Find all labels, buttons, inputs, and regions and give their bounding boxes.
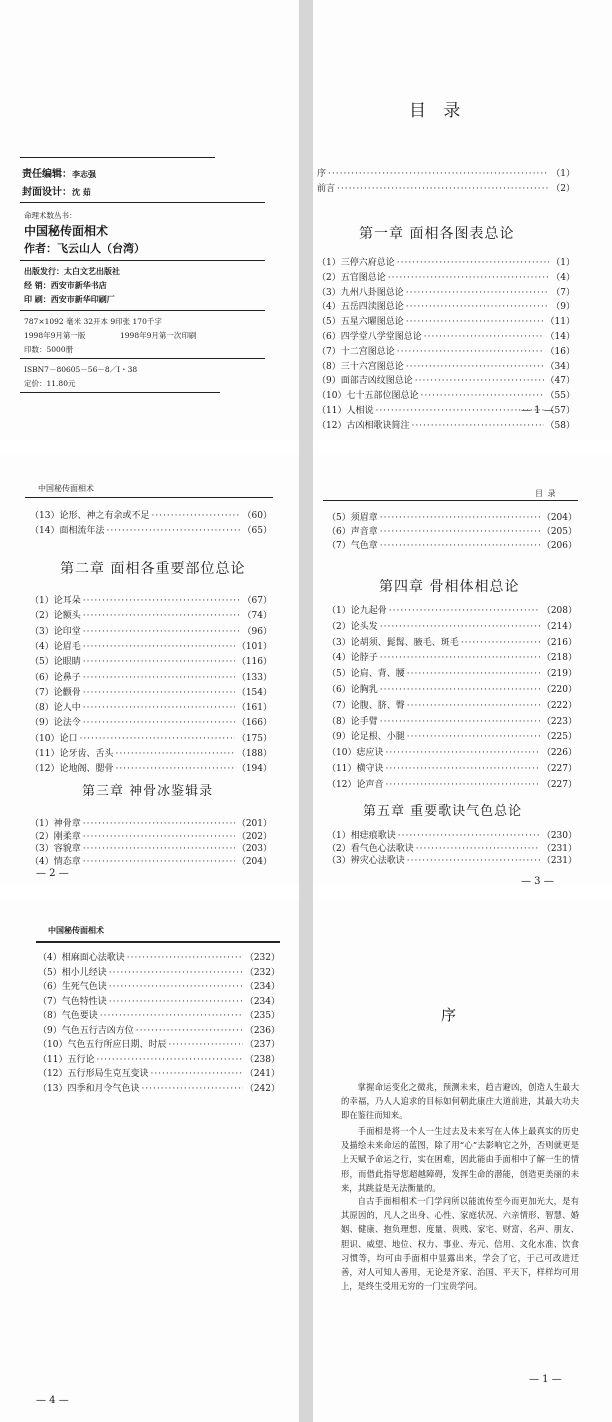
toc-entry-title: （8）三十六宫图总论	[317, 361, 404, 372]
toc-entry[interactable]	[38, 1025, 280, 1037]
page-number: — 1 —	[521, 405, 554, 416]
toc-entry[interactable]: （14）面相流年法 ····· （65）	[30, 525, 272, 537]
leader-dots	[461, 637, 540, 649]
author-name: 飞云山人（台湾）	[57, 242, 145, 255]
rule	[20, 260, 265, 261]
leader-dots	[411, 420, 543, 432]
toc-page-3	[313, 455, 612, 885]
publisher-label: 出版发行：	[24, 266, 64, 276]
toc-entry[interactable]	[30, 672, 272, 684]
distributor-label: 经 销：	[24, 280, 51, 290]
toc-entry-page: （96）	[242, 626, 272, 637]
leader-dots	[115, 763, 234, 775]
toc-entry[interactable]	[38, 967, 280, 979]
toc-entry-title: （4）相麻面心法歌诀	[38, 953, 125, 963]
toc-entry-title: （7）气色章	[327, 541, 378, 551]
leader-dots	[407, 668, 540, 680]
toc-entry[interactable]	[317, 346, 575, 358]
toc-entry[interactable]	[327, 540, 577, 552]
toc-entry[interactable]: （13）论形、神之有余或不足 ····· （60）	[30, 510, 272, 522]
chapter-title: 第三章 神骨冰鉴辑录	[82, 784, 214, 799]
toc-entry[interactable]	[327, 747, 577, 759]
leader-dots	[83, 610, 241, 622]
distributor-name: 西安市新华书店	[50, 280, 107, 290]
toc-entry[interactable]	[30, 733, 272, 745]
toc-entry[interactable]	[30, 763, 272, 775]
toc-entry[interactable]	[30, 626, 272, 638]
toc-entry-page: （166）	[236, 718, 272, 729]
leader-dots	[115, 748, 234, 760]
leader-dots	[385, 763, 539, 775]
toc-entry[interactable]	[327, 855, 577, 867]
leader-dots	[79, 733, 234, 745]
toc-entry-page: （47）	[545, 376, 575, 387]
toc-entry[interactable]	[327, 684, 577, 696]
toc-entry-page: （14）	[545, 332, 575, 342]
toc-page-4	[0, 900, 299, 1422]
publisher-name: 太白文艺出版社	[64, 266, 120, 276]
toc-entry-title: （4）论眉毛	[30, 641, 81, 652]
leader-dots	[398, 830, 540, 842]
toc-entry[interactable]	[38, 1068, 280, 1080]
toc-entry-title: （4）论脖子	[327, 653, 378, 664]
toc-entry[interactable]	[327, 843, 577, 855]
page-number: — 2 —	[36, 868, 69, 879]
toc-entry[interactable]	[30, 748, 272, 760]
toc-entry[interactable]	[317, 390, 575, 402]
toc-entry-page: （16）	[545, 346, 575, 357]
toc-entry[interactable]	[30, 641, 272, 653]
toc-entry-title: （10）七十五部位图总论	[317, 391, 419, 402]
toc-entry-title: （5）相小儿经诀	[38, 967, 107, 978]
toc-entry[interactable]	[327, 763, 577, 775]
leader-dots	[83, 818, 235, 830]
leader-dots	[420, 390, 543, 402]
toc-entry-title: （6）生死气色诀	[38, 982, 107, 992]
toc-entry[interactable]	[327, 652, 577, 664]
toc-entry-page: （226）	[541, 748, 577, 759]
isbn: ISBN7－80605－56－8／I・38	[24, 365, 138, 374]
spec-line: 787×1092 毫米 32开本 9印张 170千字	[24, 317, 162, 326]
toc-entry[interactable]	[317, 316, 575, 328]
leader-dots	[83, 702, 235, 714]
toc-entry-title: （12）论地阁、腮骨	[30, 764, 114, 775]
toc-entry-title: （2）五官图总论	[317, 272, 386, 283]
toc-entry-title: （1）论耳朵	[30, 596, 81, 606]
leader-dots	[406, 287, 550, 299]
toc-entry[interactable]	[38, 1039, 280, 1051]
leader-dots	[397, 346, 544, 358]
running-header: 中国秘传面相术	[48, 925, 104, 935]
leader-dots	[109, 981, 243, 993]
toc-entry[interactable]	[327, 779, 577, 791]
leader-dots	[380, 652, 540, 664]
toc-entry-page: （236）	[244, 1025, 280, 1036]
preface-paragraph: 手面相是将一个人一生过去及未来写在人体上最真实的历史及描绘未来命运的蓝图，除了用“心”去影响它之外，否则就更是上天赋予命运之行，实在困难，因此能由手面相中了解一生的情形，而借此指导您超越障碍，发挥生命的潜能，创造更美丽的未来，其跳益是无法衡量的。	[341, 1126, 579, 1193]
leader-dots	[380, 716, 540, 728]
cover-name: 沈 茹	[72, 187, 91, 197]
leader-dots	[424, 331, 544, 343]
leader-dots	[83, 641, 235, 653]
page-number: — 3 —	[521, 876, 554, 885]
toc-entry[interactable]	[317, 257, 575, 269]
cover-line	[22, 183, 91, 198]
toc-entry-page: （34）	[545, 361, 575, 372]
toc-entry[interactable]	[38, 952, 280, 964]
toc-entry-title: （4）情态章	[30, 856, 81, 867]
leader-dots	[407, 855, 540, 867]
leader-dots	[415, 375, 544, 387]
toc-entry-title: （6）声音章	[327, 527, 378, 537]
toc-entry[interactable]	[38, 996, 280, 1008]
toc-entry[interactable]	[30, 856, 272, 868]
leader-dots	[388, 272, 550, 284]
toc-entry-page: （220）	[541, 685, 577, 695]
preface-title: 序	[441, 1006, 457, 1024]
toc-entry-page: （204）	[236, 856, 272, 867]
toc-entry[interactable]	[38, 1083, 280, 1095]
leader-dots	[109, 996, 243, 1008]
chapter-title: 第四章 骨相体相总论	[379, 579, 520, 595]
printing-line: 1998年9月第一次印刷	[120, 331, 197, 340]
leader-dots	[406, 301, 550, 313]
toc-entry[interactable]	[327, 621, 577, 633]
toc-entry-page: （202）	[236, 831, 272, 842]
toc-entry[interactable]	[30, 702, 272, 714]
toc-entry-title: （5）论肩、背、腰	[327, 669, 405, 680]
toc-entry-page: （194）	[236, 764, 272, 775]
toc-entry-title: （3）容貌章	[30, 844, 81, 854]
toc-entry-page: （57）	[545, 406, 575, 416]
toc-entry-page: （74）	[242, 611, 272, 622]
leader-dots	[83, 856, 235, 868]
toc-entry[interactable]	[317, 272, 575, 284]
toc-entry-page: （208）	[541, 606, 577, 616]
toc-entry-title: （8）气色要诀	[38, 1011, 98, 1021]
printer-name: 西安市新华印刷厂	[50, 294, 115, 304]
toc-entry-page: （133）	[236, 672, 272, 683]
leader-dots	[83, 656, 235, 668]
toc-page-1	[313, 0, 612, 440]
page-number: — 1 —	[529, 1374, 562, 1385]
leader-dots	[127, 952, 243, 964]
running-header: 中国秘传面相术	[38, 484, 94, 493]
toc-entry-title: （7）气色特性诀	[38, 996, 107, 1007]
toc-entry[interactable]	[317, 375, 575, 387]
toc-entry-title: （2）论头发	[327, 621, 378, 632]
chapter-title: 第一章 面相各图表总论	[359, 226, 515, 242]
toc-entry[interactable]	[38, 981, 280, 993]
leader-dots	[397, 257, 550, 269]
toc-entry-title: （1）三停六府总论	[317, 258, 395, 268]
toc-entry-page: （225）	[541, 732, 577, 743]
toc-entry-title: （6）论鼻子	[30, 672, 81, 683]
toc-entry-page: （58）	[545, 420, 575, 431]
toc-entry[interactable]	[30, 843, 272, 855]
toc-heading: 目 录	[409, 101, 467, 121]
leader-dots	[385, 779, 539, 791]
toc-entry-page: （204）	[541, 513, 577, 523]
cover-label: 封面设计：	[22, 187, 72, 198]
toc-entry-page: （101）	[236, 641, 272, 652]
toc-entry-title: （6）四学堂八学堂图总论	[317, 332, 422, 342]
book-title: 中国秘传面相术	[24, 224, 109, 238]
toc-entry-page: （232）	[244, 967, 280, 978]
publisher-line	[24, 266, 120, 277]
leader-dots	[416, 843, 540, 855]
rule	[20, 202, 265, 203]
header-rule	[323, 500, 578, 501]
leader-dots	[109, 967, 243, 979]
leader-dots	[83, 626, 241, 638]
toc-page-2	[0, 455, 299, 885]
toc-entry[interactable]	[317, 301, 575, 313]
toc-entry-title: （8）论人中	[30, 703, 81, 714]
toc-entry[interactable]	[327, 512, 577, 524]
toc-entry-title: （4）五岳四渎图总论	[317, 302, 404, 313]
toc-entry-page: （55）	[545, 391, 575, 402]
toc-entry-title: （7）十二宫图总论	[317, 346, 395, 357]
leader-dots	[83, 672, 235, 684]
toc-entry-title: （7）论腹、脐、臀	[327, 700, 405, 711]
leader-dots	[406, 316, 544, 328]
toc-entry-page: （175）	[236, 733, 272, 744]
toc-entry-title: （13）四季和月令气色诀	[38, 1083, 140, 1094]
page-gutter	[299, 0, 313, 1422]
leader-dots	[150, 1068, 242, 1080]
toc-entry-title: （2）论额头	[30, 611, 81, 622]
toc-entry[interactable]	[327, 700, 577, 712]
distributor-line	[24, 280, 107, 291]
toc-entry-title: （11）人相说	[317, 406, 374, 416]
toc-entry-title: （2）看气色心法歌诀	[327, 843, 414, 854]
leader-dots	[141, 1083, 242, 1095]
toc-entry[interactable]	[30, 717, 272, 729]
toc-entry-title: （9）气色五行吉凶方位	[38, 1025, 134, 1036]
toc-entry[interactable]	[327, 526, 577, 538]
toc-entry-page: （161）	[236, 703, 272, 714]
toc-entry-page: （237）	[244, 1040, 280, 1050]
leader-dots	[407, 700, 540, 712]
toc-entry[interactable]	[327, 830, 577, 842]
toc-entry-page: （234）	[244, 982, 280, 992]
toc-entry[interactable]	[30, 610, 272, 622]
leader-dots	[100, 1010, 243, 1022]
toc-entry-title: （10）论口	[30, 733, 78, 744]
toc-entry-title: （9）论法令	[30, 718, 81, 729]
toc-entry-title: （12）古凶相歌诀简注	[317, 420, 410, 431]
toc-entry-page: （231）	[541, 843, 577, 854]
toc-entry-title: （7）论颧骨	[30, 687, 81, 698]
leader-dots	[83, 717, 235, 729]
toc-entry[interactable]	[317, 287, 575, 299]
printer-line	[24, 294, 115, 305]
toc-entry-page: （203）	[236, 844, 272, 854]
toc-entry-title: （5）须眉章	[327, 513, 378, 523]
toc-entry-title: （3）论印堂	[30, 626, 81, 637]
toc-entry[interactable]	[317, 361, 575, 373]
page-number: — 4 —	[36, 1395, 69, 1406]
running-header: 目 录	[535, 489, 557, 498]
rule	[20, 358, 265, 359]
toc-entry[interactable]	[38, 1054, 280, 1066]
toc-entry-page: （216）	[541, 637, 577, 648]
toc-entry-title: （10）痣应诀	[327, 748, 384, 759]
leader-dots	[380, 526, 540, 538]
toc-entry-page: （222）	[541, 700, 577, 711]
toc-entry-title: （11）论牙齿、舌头	[30, 749, 114, 759]
leader-dots	[375, 405, 543, 417]
preface-page	[313, 900, 612, 1422]
toc-entry-page: （7）	[551, 287, 575, 298]
toc-entry-page: （231）	[541, 856, 577, 866]
toc-entry-page: （241）	[244, 1069, 280, 1079]
edition-line: 1998年9月第一版	[24, 331, 86, 340]
rule	[20, 157, 215, 158]
toc-entry-title: （1）论九起骨	[327, 606, 387, 616]
copyright-page	[0, 0, 299, 440]
toc-entry-title: （8）论手臂	[327, 716, 378, 727]
chapter-title: 第五章 重要歌诀气色总论	[363, 804, 523, 819]
toc-entry-page: （214）	[541, 621, 577, 632]
toc-entry[interactable]	[30, 687, 272, 699]
printer-label: 印 刷：	[24, 294, 51, 304]
leader-dots	[407, 731, 540, 743]
toc-entry-page: （234）	[244, 996, 280, 1007]
toc-entry[interactable]	[327, 731, 577, 743]
toc-entry-page: （205）	[541, 527, 577, 537]
leader-dots	[385, 747, 539, 759]
toc-entry-page: （235）	[244, 1011, 280, 1021]
toc-entry-page: （218）	[541, 653, 577, 664]
toc-entry-title: （5）论眼睛	[30, 657, 81, 668]
toc-entry-page: （219）	[541, 669, 577, 680]
toc-entry[interactable]	[327, 668, 577, 680]
preface-paragraph: 掌握命运变化之微兆，预测未来，趋吉避凶，创造人生最大的幸福，乃人人追求的目标如何朝此康庄大道前进，其最大功夫即在鉴往而知来。	[341, 1082, 579, 1121]
leader-dots	[96, 1054, 242, 1066]
author-line	[24, 240, 145, 256]
toc-entry-title: （10）气色五行所应日期、时辰	[38, 1040, 167, 1050]
header-rule	[36, 941, 280, 943]
toc-entry-page: （201）	[236, 819, 272, 829]
toc-entry-title: （6）论胸乳	[327, 685, 378, 695]
toc-entry[interactable]	[30, 818, 272, 830]
toc-entry-page: （154）	[236, 687, 272, 698]
toc-entry-page: （230）	[541, 831, 577, 841]
rule	[20, 310, 265, 311]
toc-entry-title: （3）九州八卦图总论	[317, 287, 404, 298]
price: 定价：11.80元	[24, 379, 76, 388]
toc-entry-page: （223）	[541, 716, 577, 727]
print-run: 印数：5000册	[24, 345, 74, 354]
toc-entry-page: （188）	[236, 749, 272, 759]
toc-entry-page: （206）	[541, 541, 577, 551]
toc-entry[interactable]	[327, 605, 577, 617]
toc-entry[interactable]	[38, 1010, 280, 1022]
toc-entry-title: （3）辨灾心法歌诀	[327, 856, 405, 866]
toc-entry-page: （116）	[236, 657, 272, 668]
rule	[20, 392, 220, 393]
leader-dots	[380, 540, 540, 552]
leader-dots	[389, 605, 540, 617]
toc-entry-title: （1）神骨章	[30, 819, 81, 829]
toc-entry-page: （227）	[541, 764, 577, 774]
toc-entry[interactable]	[327, 716, 577, 728]
toc-entry-page: （11）	[545, 317, 575, 328]
toc-entry-page: （9）	[551, 302, 575, 313]
toc-entry[interactable]	[327, 637, 577, 649]
toc-entry[interactable]: 前言 ····· （2）	[317, 183, 575, 195]
leader-dots	[406, 361, 544, 373]
leader-dots	[380, 512, 540, 524]
editor-line	[22, 165, 96, 180]
toc-entry-page: （242）	[244, 1083, 280, 1094]
toc-entry-title: （11）横守诀	[327, 764, 384, 774]
toc-entry-page: （227）	[541, 779, 577, 790]
toc-entry-title: （9）面部吉凶纹图总论	[317, 376, 413, 387]
toc-entry-page: （4）	[551, 272, 575, 283]
preface-paragraph: 自古手面相相术一门学问所以能流传至今而更加光大，是有其原因的，凡人之出身、心性、家庭状况、六亲情形、智慧、婚姻、健康、抱负理想、度量、贵贱、家宅、财富、名声、朋友、胆识、威望、地位、权力、事业、寿元、信用、文化水准、饮食习惯等，均可由手面相中显露出来，学会了它，于己可改进迁善，对人可知人善用，无论是齐家、治国、平天下，样样均可用上，是终生受用无穷的一门宝贵学问。	[341, 1196, 579, 1292]
toc-entry[interactable]	[317, 331, 575, 343]
toc-entry[interactable]	[30, 595, 272, 607]
toc-entry-title: （11）五行论	[38, 1054, 95, 1065]
toc-entry-title: （12）论声音	[327, 779, 384, 790]
author-label: 作者：	[24, 242, 57, 255]
editor-name: 李志强	[72, 169, 96, 179]
leader-dots	[136, 1025, 243, 1037]
series-name: 命理术数丛书：	[24, 211, 77, 220]
header-rule	[25, 497, 273, 498]
editor-label: 责任编辑：	[22, 169, 72, 180]
toc-entry-title: （12）五行形局生克互变诀	[38, 1069, 149, 1079]
toc-entry-title: （9）论足根、小腿	[327, 732, 405, 743]
toc-entry-page: （67）	[242, 596, 272, 606]
toc-entry-title: （2）刚柔章	[30, 831, 81, 842]
toc-entry-page: （238）	[244, 1054, 280, 1065]
toc-entry[interactable]	[30, 831, 272, 843]
toc-entry-title: （1）相痣痕歌诀	[327, 831, 396, 841]
toc-entry[interactable]	[30, 656, 272, 668]
toc-entry-page: （1）	[551, 258, 575, 268]
leader-dots	[83, 843, 235, 855]
leader-dots	[83, 595, 241, 607]
toc-entry-title: （3）论胡须、髭髯、腋毛、斑毛	[327, 637, 459, 648]
leader-dots	[83, 687, 235, 699]
toc-entry[interactable]: 序 ····· （1）	[317, 168, 575, 180]
toc-entry[interactable]	[317, 420, 575, 432]
chapter-title: 第二章 面相各重要部位总论	[60, 561, 246, 577]
leader-dots	[380, 621, 540, 633]
toc-entry-title: （5）五星六曜图总论	[317, 317, 404, 328]
toc-entry-page: （232）	[244, 953, 280, 963]
leader-dots	[380, 684, 540, 696]
leader-dots	[168, 1039, 242, 1051]
leader-dots	[83, 831, 235, 843]
